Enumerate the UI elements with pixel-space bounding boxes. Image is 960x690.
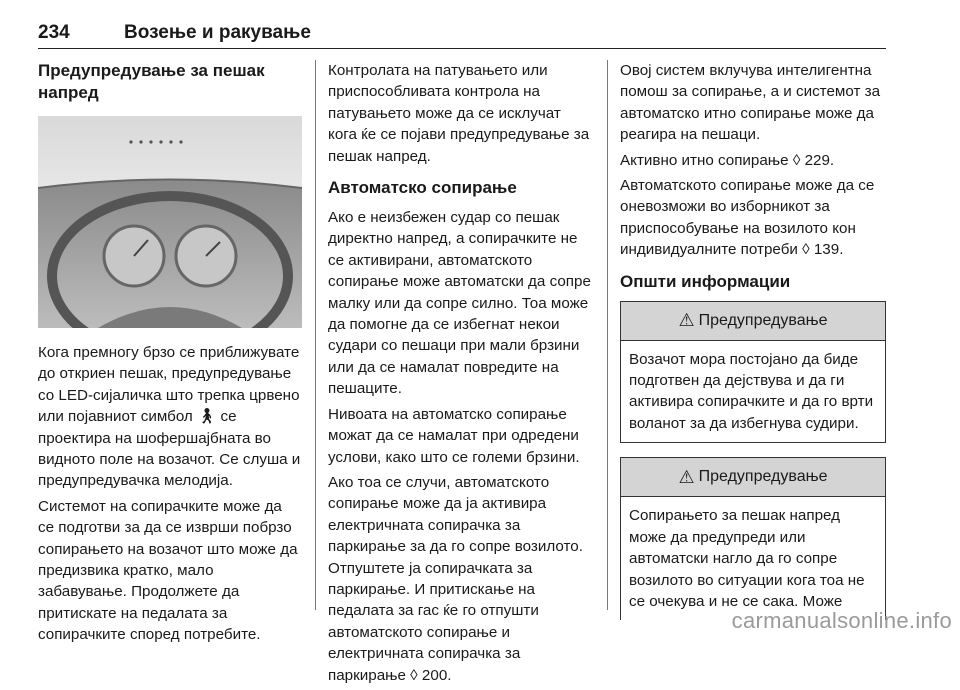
paragraph: Кога премногу брзо се приближувате до откриен пешак, предупредување со LED-сијаличка што трепка црвено или појавниот симбол 🚶︎ се проектира на шофершајбната во видното поле на возачот. Се слуша и предупредувачка мелодија. [38,344,301,490]
chapter-title: Возење и ракување [124,22,311,43]
warning-triangle-icon: ⚠ [678,310,695,331]
pedestrian-icon: 🚶︎ [197,408,217,426]
warning-triangle-icon: ⚠ [678,466,695,487]
paragraph: Ако тоа се случи, автоматското сопирање може да ја активира електричната сопирачка за паркирање за да го сопре возилото. Отпуштете ја сопирачката за паркирање. И притискање на педалата за гас ќе го отпушти автоматското сопирање и електричната сопирачка за паркирање ◊ 200. [328,473,583,684]
dashboard-illustration [38,116,302,328]
column-3 [620,60,886,634]
page-reference-link[interactable]: ◊ 229. [792,151,835,169]
section-title: Предупредување за пешак напред [38,61,265,102]
paragraph: Овој систем вклучува интелигентна помош за сопирање, а и системот за автоматско итно сопирање може да реагира на пешаци. [620,62,881,144]
page-reference-link[interactable]: ◊ 139. [802,241,844,259]
warning-header: ⚠ Предупредување [621,302,885,341]
led-signal-icon [129,140,182,143]
paragraph: Активно итно сопирање ◊ 229. [620,151,835,169]
paragraph: Автоматското сопирање може да се оневозможи во изборникот за приспособување на возилото кон индивидуалните потреби ◊ 139. [620,177,875,259]
warning-box [620,457,886,620]
warning-box [620,301,886,444]
watermark: carmanualsonline.info [731,608,952,633]
warning-text: Сопирањето за пешак напред може да предупреди или автоматски нагло да го сопре возилото во ситуации кога тоа не се очекува и не се сака. Може [629,507,865,610]
paragraph: Ако е неизбежен судар со пешак директно напред, а сопирачките не се активирани, автоматското сопирање може автоматски да сопре малку или да сопре силно. Тоа може да помогне да се избегнат некои судари со пешаци при мали брзини или да се намалат повредите на пешаците. [328,209,591,398]
page-header [38,14,886,49]
paragraph: Контролата на патувањето или приспособливата контрола на патувањето може да се исклучат кога ќе се појави предупредување за пешак напред. [328,62,590,165]
section-heading: Автоматско сопирање [328,178,517,198]
column-divider [607,60,608,610]
paragraph: Нивоата на автоматско сопирање можат да се намалат при одредени услови, како што се големи брзини. [328,405,580,466]
page-reference-link[interactable]: ◊ 200. [410,666,452,684]
warning-text: Возачот мора постојано да биде подготвен да дејствува и да ги активира сопирачките и да го врти воланот за да избегнува судири. [629,350,874,432]
paragraph: Системот на сопирачките може да се подготви за да се изврши побрзо сопирањето на возачот што може да предизвика кратко, мало забавување. Продолжете да притискате на педалата за сопирачките според потребите. [38,497,298,644]
section-heading: Општи информации [620,271,791,291]
column-divider [315,60,316,610]
column-1 [38,60,302,650]
column-2 [328,60,592,690]
warning-header: ⚠ Предупредување [621,458,885,497]
page-number: 234 [38,22,70,43]
